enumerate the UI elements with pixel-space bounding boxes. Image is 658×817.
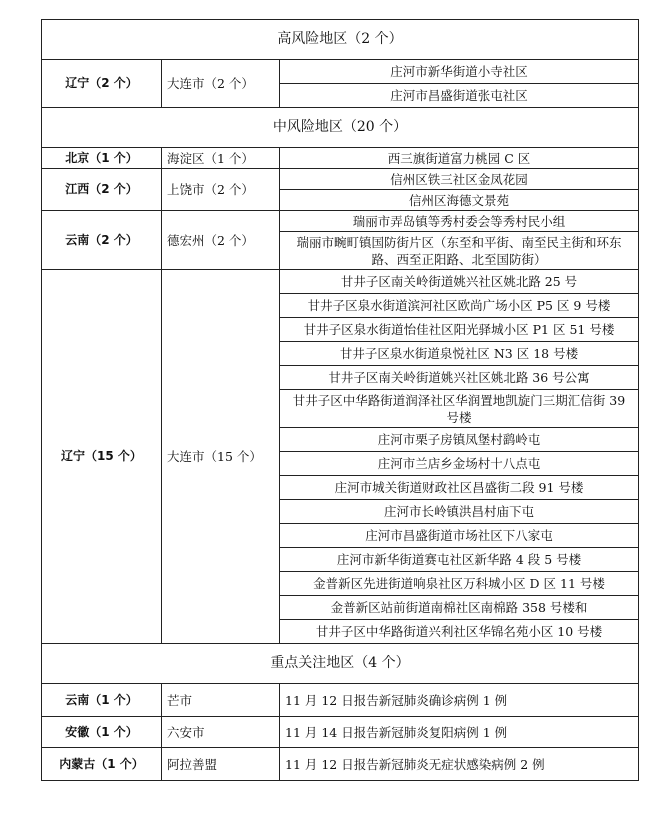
focus-city-luan: 六安市 bbox=[162, 717, 280, 748]
focus-note: 11 月 12 日报告新冠肺炎无症状感染病例 2 例 bbox=[280, 748, 639, 781]
focus-province-yunnan: 云南（1 个） bbox=[42, 684, 162, 717]
high-area: 庄河市昌盛街道张屯社区 bbox=[280, 84, 639, 108]
medium-city-haidian: 海淀区（1 个） bbox=[162, 148, 280, 169]
focus-city-mangshi: 芒市 bbox=[162, 684, 280, 717]
medium-area: 甘井子区中华路街道润泽社区华润置地凯旋门三期汇信街 39 号楼 bbox=[280, 390, 639, 428]
focus-areas-title: 重点关注地区（4 个） bbox=[42, 644, 639, 684]
high-area: 庄河市新华街道小寺社区 bbox=[280, 60, 639, 84]
medium-area: 甘井子区泉水街道滨河社区欧尚广场小区 P5 区 9 号楼 bbox=[280, 294, 639, 318]
medium-province-jiangxi: 江西（2 个） bbox=[42, 169, 162, 211]
medium-area: 金普新区站前街道南棉社区南棉路 358 号楼和 bbox=[280, 596, 639, 620]
medium-area: 甘井子区南关岭街道姚兴社区姚北路 25 号 bbox=[280, 270, 639, 294]
medium-area: 西三旗街道富力桃园 C 区 bbox=[280, 148, 639, 169]
high-risk-title: 高风险地区（2 个） bbox=[42, 20, 639, 60]
medium-area: 甘井子区中华路街道兴利社区华锦名苑小区 10 号楼 bbox=[280, 620, 639, 644]
medium-area: 信州区铁三社区金凤花园 bbox=[280, 169, 639, 190]
high-city: 大连市（2 个） bbox=[162, 60, 280, 108]
medium-area: 信州区海德文景苑 bbox=[280, 190, 639, 211]
medium-area: 金普新区先进街道响泉社区万科城小区 D 区 11 号楼 bbox=[280, 572, 639, 596]
medium-area: 甘井子区泉水街道泉悦社区 N3 区 18 号楼 bbox=[280, 342, 639, 366]
medium-city-dehong: 德宏州（2 个） bbox=[162, 211, 280, 270]
medium-city-dalian: 大连市（15 个） bbox=[162, 270, 280, 644]
medium-area: 甘井子区泉水街道怡佳社区阳光驿城小区 P1 区 51 号楼 bbox=[280, 318, 639, 342]
medium-area: 庄河市兰店乡金场村十八点屯 bbox=[280, 452, 639, 476]
focus-province-anhui: 安徽（1 个） bbox=[42, 717, 162, 748]
medium-area: 庄河市长岭镇洪昌村庙下屯 bbox=[280, 500, 639, 524]
medium-area: 庄河市新华街道赛屯社区新华路 4 段 5 号楼 bbox=[280, 548, 639, 572]
medium-area: 瑞丽市弄岛镇等秀村委会等秀村民小组 bbox=[280, 211, 639, 232]
focus-note: 11 月 14 日报告新冠肺炎复阳病例 1 例 bbox=[280, 717, 639, 748]
medium-area: 庄河市昌盛街道市场社区下八家屯 bbox=[280, 524, 639, 548]
medium-area: 庄河市城关街道财政社区昌盛街二段 91 号楼 bbox=[280, 476, 639, 500]
medium-province-yunnan: 云南（2 个） bbox=[42, 211, 162, 270]
medium-province-liaoning: 辽宁（15 个） bbox=[42, 270, 162, 644]
medium-area: 瑞丽市畹町镇国防街片区（东至和平街、南至民主街和环东路、西至正阳路、北至国防街） bbox=[280, 232, 639, 270]
medium-city-shangrao: 上饶市（2 个） bbox=[162, 169, 280, 211]
high-province: 辽宁（2 个） bbox=[42, 60, 162, 108]
medium-risk-title: 中风险地区（20 个） bbox=[42, 108, 639, 148]
focus-province-neimenggu: 内蒙古（1 个） bbox=[42, 748, 162, 781]
medium-area: 甘井子区南关岭街道姚兴社区姚北路 36 号公寓 bbox=[280, 366, 639, 390]
focus-note: 11 月 12 日报告新冠肺炎确诊病例 1 例 bbox=[280, 684, 639, 717]
medium-province-beijing: 北京（1 个） bbox=[42, 148, 162, 169]
risk-areas-table bbox=[41, 19, 639, 781]
focus-city-alashan: 阿拉善盟 bbox=[162, 748, 280, 781]
medium-area: 庄河市栗子房镇凤堡村鹞岭屯 bbox=[280, 428, 639, 452]
